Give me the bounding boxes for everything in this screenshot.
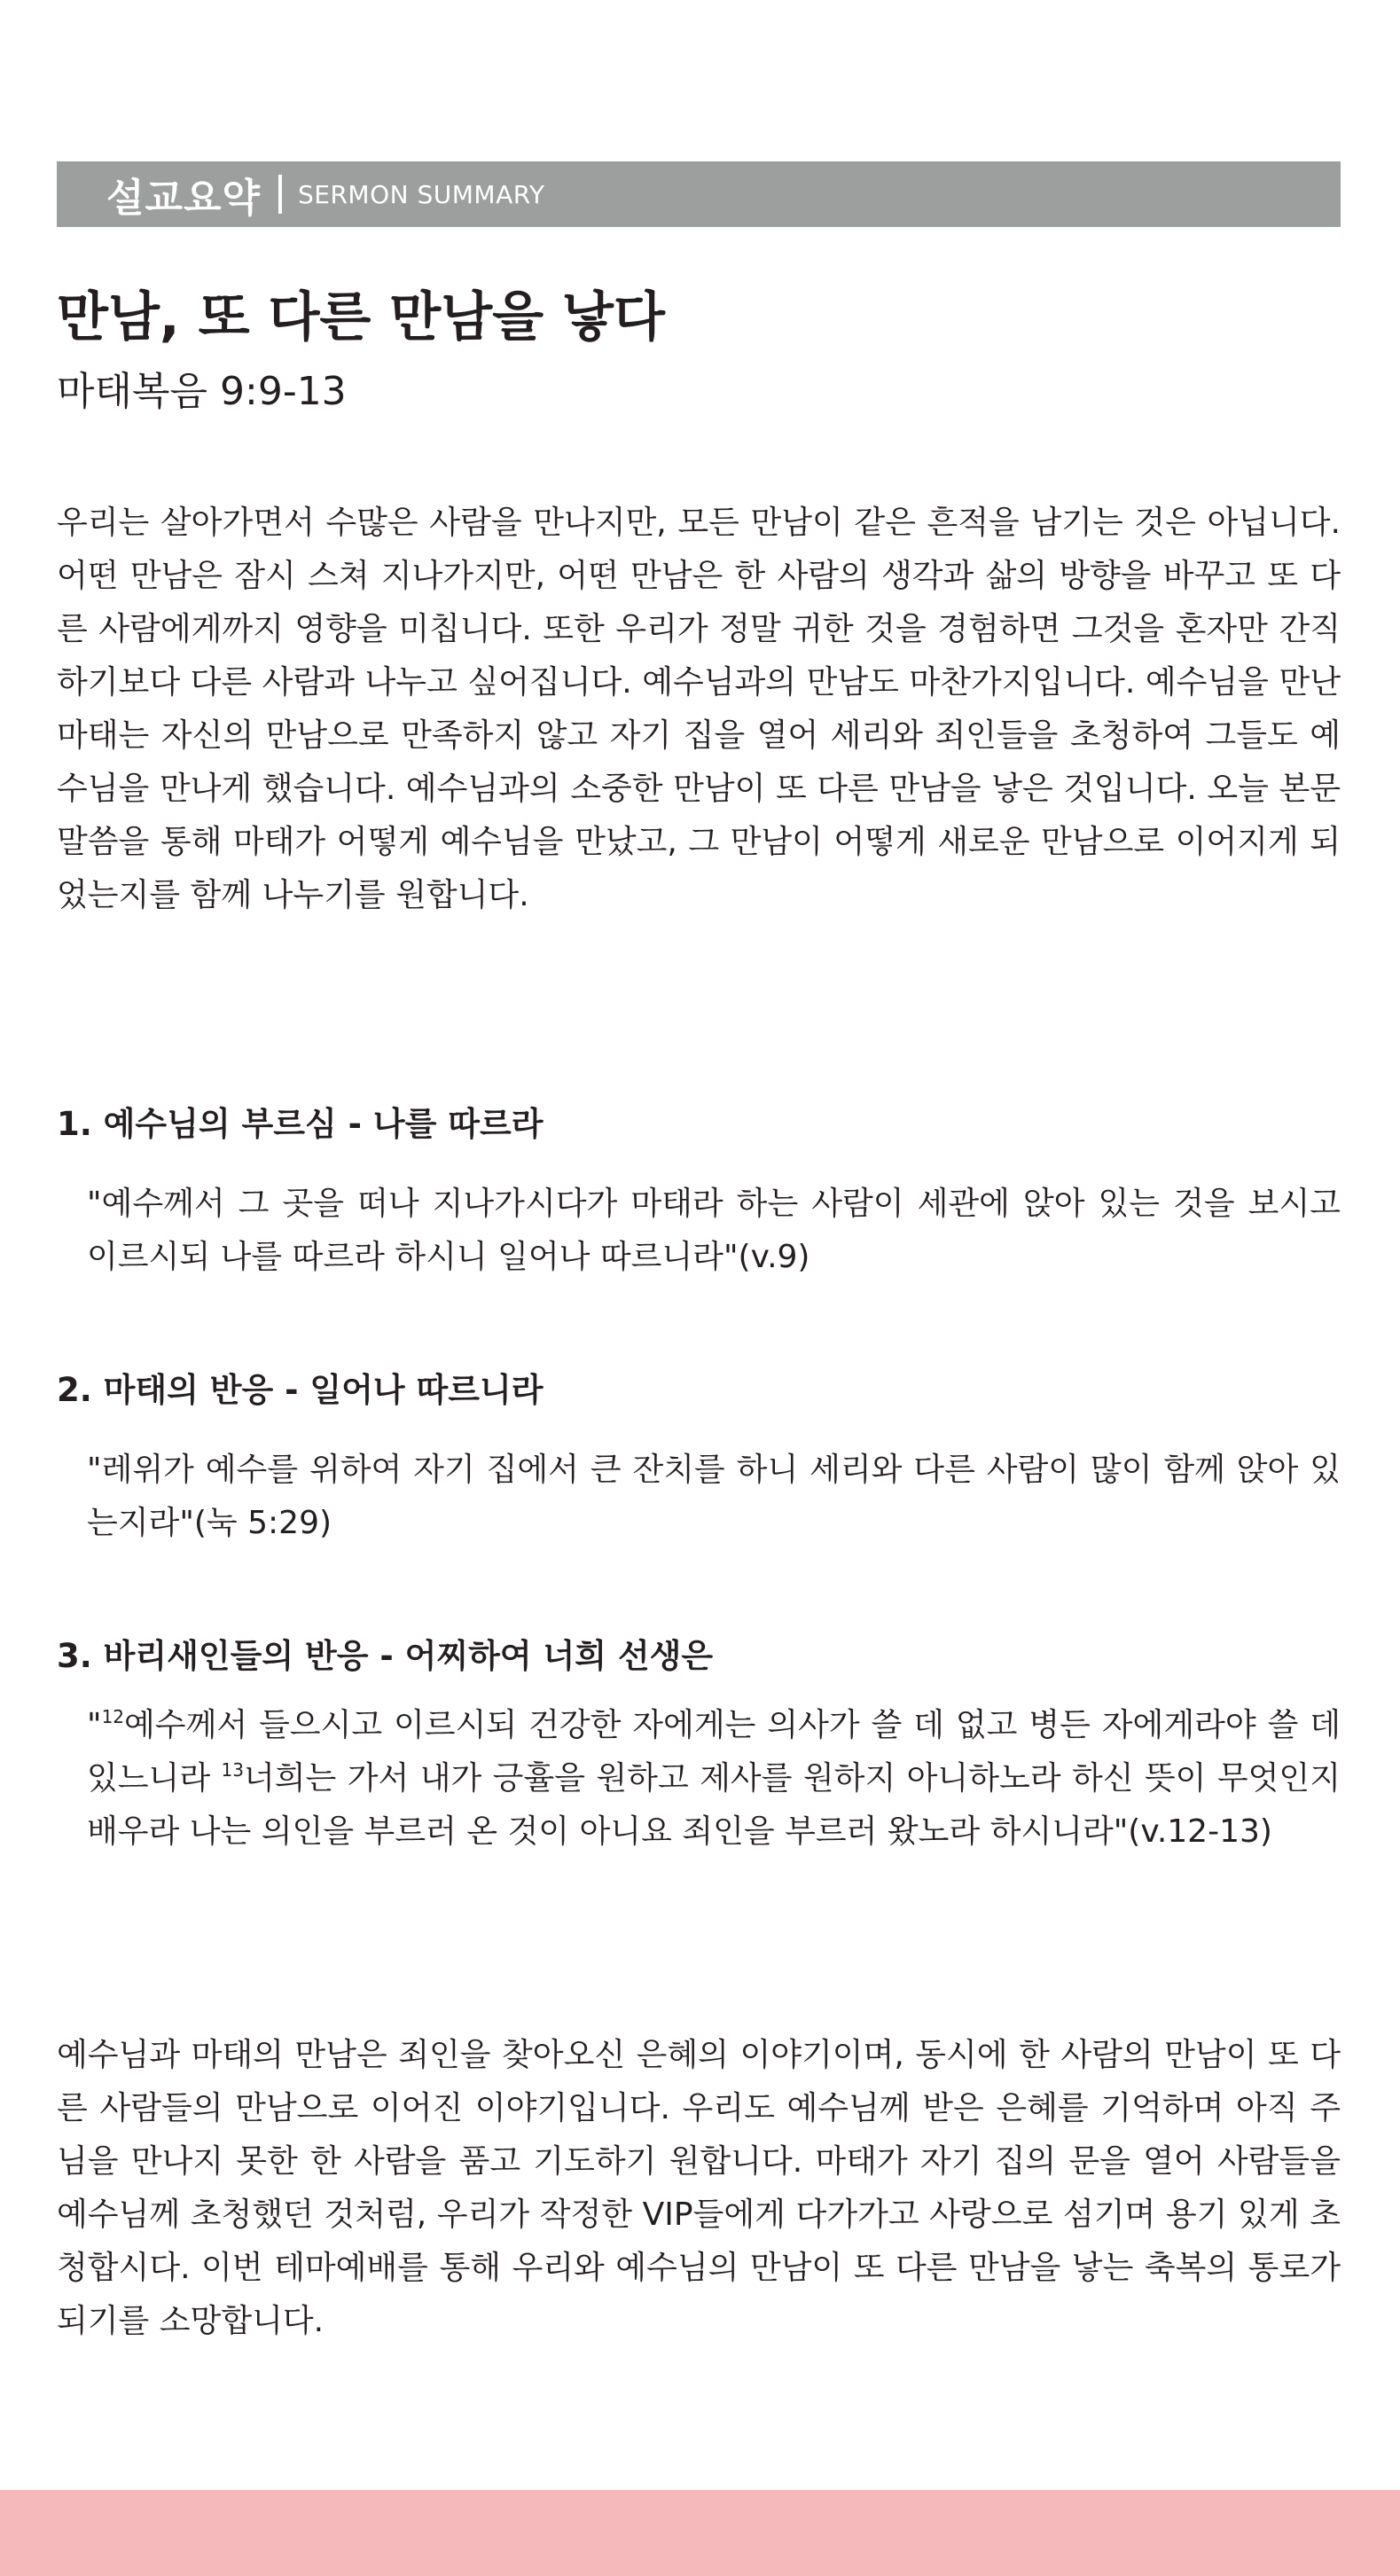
- section-1-heading: 1. 예수님의 부르심 - 나를 따르라: [57, 1105, 544, 1143]
- verse-number-12: 12: [101, 1706, 125, 1727]
- quote-part-1: 예수께서 들으시고 이르시되 건강한 자에게는 의사가 쓸 데 없고 병든 자에게라야 쓸 데 있느니라: [87, 1707, 1341, 1797]
- section-2-heading: 2. 마태의 반응 - 일어나 따르니라: [57, 1371, 544, 1409]
- quote-part-2: 너희는 가서 내가 긍휼을 원하고 제사를 원하지 아니하노라 하신 뜻이 무엇인지 배우라 나는 의인을 부르러 온 것이 아니요 죄인을 부르러 왔노라 하시니라"(v.12-13): [87, 1760, 1341, 1850]
- quote-open-mark: ": [87, 1707, 102, 1743]
- intro-paragraph: 우리는 살아가면서 수많은 사람을 만나지만, 모든 만남이 같은 흔적을 남기는 것은 아닙니다. 어떤 만남은 잠시 스쳐 지나가지만, 어떤 만남은 한 사람의 생각과 삶의 방향을 바꾸고 또 다른 사람에게까지 영향을 미칩니다. 또한 우리가 정말 귀한 것을 경험하면 그것을 혼자만 간직하기보다 다른 사람과 나누고 싶어집니다. 예수님과의 만남도 마찬가지입니다. 예수님을 만난 마태는 자신의 만남으로 만족하지 않고 자기 집을 열어 세리와 죄인들을 초청하여 그들도 예수님을 만나게 했습니다. 예수님과의 소중한 만남이 또 다른 만남을 낳은 것입니다. 오늘 본문 말씀을 통해 마태가 어떻게 예수님을 만났고, 그 만남이 어떻게 새로운 만남으로 이어지게 되었는지를 함께 나누기를 원합니다.: [57, 505, 1341, 913]
- footer-band: [0, 2490, 1400, 2576]
- section-3-heading: 3. 바리새인들의 반응 - 어찌하여 너희 선생은: [57, 1637, 714, 1675]
- scripture-reference: 마태복음 9:9-13: [57, 369, 347, 414]
- closing-paragraph: 예수님과 마태의 만남은 죄인을 찾아오신 은혜의 이야기이며, 동시에 한 사람의 만남이 또 다른 사람들의 만남으로 이어진 이야기입니다. 우리도 예수님께 받은 은혜를 기억하며 아직 주님을 만나지 못한 한 사람을 품고 기도하기 원합니다. 마태가 자기 집의 문을 열어 사람들을 예수님께 초청했던 것처럼, 우리가 작정한 VIP들에게 다가가고 사랑으로 섬기며 용기 있게 초청합시다. 이번 테마예배를 통해 우리와 예수님의 만남이 또 다른 만남을 낳는 축복의 통로가 되기를 소망합니다.: [57, 2037, 1341, 2339]
- header-divider: [278, 175, 282, 214]
- sermon-title: 만남, 또 다른 만남을 낳다: [57, 286, 665, 348]
- section-1-quote: "예수께서 그 곳을 떠나 지나가시다가 마태라 하는 사람이 세관에 앉아 있는 것을 보시고 이르시되 나를 따르라 하시니 일어나 따르니라"(v.9): [87, 1186, 1341, 1275]
- section-2-quote: "레위가 예수를 위하여 자기 집에서 큰 잔치를 하니 세리와 다른 사람이 많이 함께 앉아 있는지라"(눅 5:29): [87, 1452, 1341, 1541]
- section-3-quote: [87, 1699, 1341, 1859]
- header-label-korean: 설교요약: [106, 176, 262, 221]
- header-label-english: SERMON SUMMARY: [298, 179, 545, 209]
- section-header-bar: [57, 161, 1341, 227]
- verse-number-13: 13: [221, 1759, 244, 1781]
